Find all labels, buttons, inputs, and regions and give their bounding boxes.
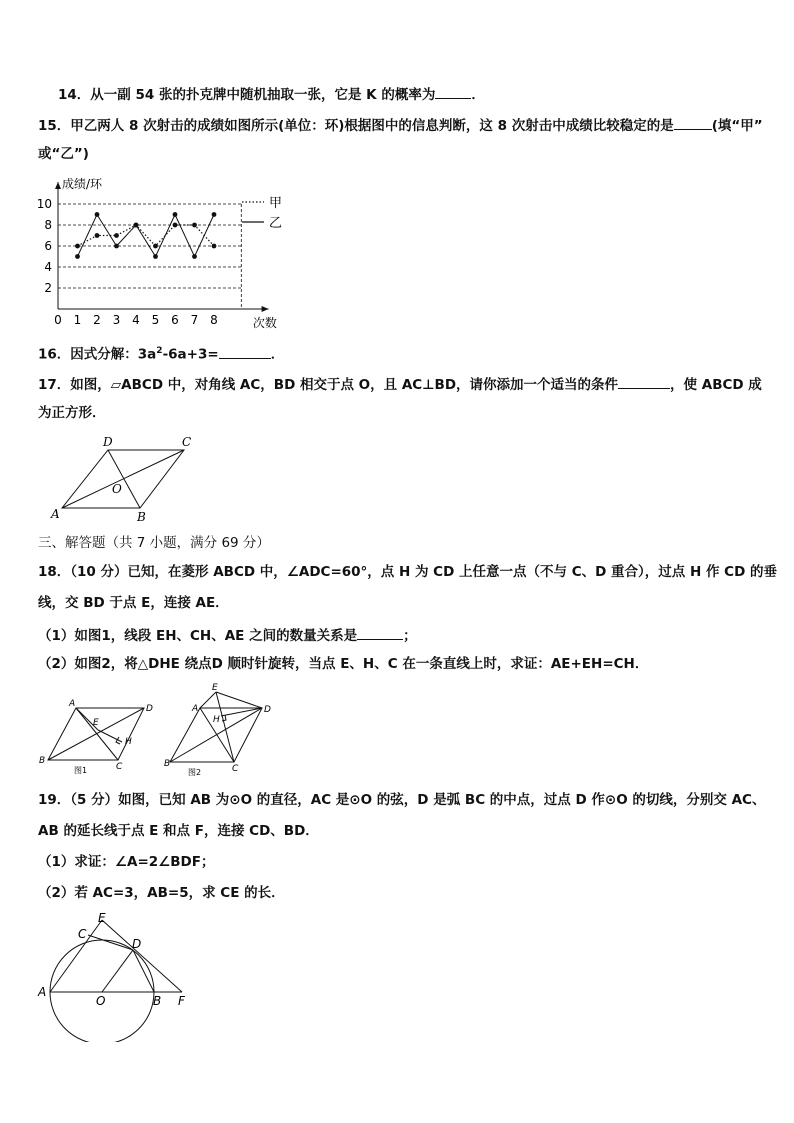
series-2-point: [153, 254, 158, 259]
fig1-caption: 图1: [74, 766, 88, 775]
fig1-label-c: C: [116, 762, 123, 772]
series-1-point: [75, 244, 80, 249]
fig2-label-h: H: [213, 715, 220, 725]
q19-label-a: A: [38, 985, 47, 999]
question-18-line1: [38, 563, 777, 581]
segment-od: [102, 950, 133, 992]
y-tick-label: 10: [36, 197, 52, 211]
y-tick-label: 6: [44, 239, 52, 253]
question-17-line2: [38, 404, 106, 422]
fig2-caption: 图2: [188, 768, 202, 777]
segment-ac-fig1: [76, 708, 118, 760]
q19-sub2-text: （2）若 AC=3，AB=5，求 CE 的长．: [38, 885, 285, 901]
q19-label-e: E: [98, 912, 106, 925]
series-1-point: [192, 223, 197, 228]
tangent-ef: [102, 920, 182, 992]
q18-sub2-text: （2）如图2，将△DHE 绕点D 顺时针旋转，当点 E、H、C 在一条直线上时，求证：AE+EH=CH．: [38, 656, 649, 672]
question-18-sub1: [38, 625, 417, 645]
y-tick-label: 8: [44, 218, 52, 232]
section-3-heading: [38, 534, 270, 552]
q18-text-2: 线，交 BD 于点 E，连接 AE．: [38, 595, 229, 611]
question-19-sub1: [38, 853, 214, 871]
q15-line-chart: [30, 172, 300, 334]
x-axis-label: 次数: [252, 316, 277, 330]
q15-text-end: (填“甲”: [711, 118, 763, 134]
q19-label-o: O: [96, 994, 106, 1008]
q19-circle-figure: [36, 912, 206, 1042]
q14-text: 14．从一副 54 张的扑克牌中随机抽取一张，它是 K 的概率为: [58, 87, 436, 103]
y-axis-label: 成绩/环: [62, 177, 103, 191]
section-3-title: 三、解答题（共 7 小题，满分 69 分）: [38, 535, 270, 551]
q19-label-f: F: [178, 994, 185, 1008]
q16-text: 16．因式分解：3a: [38, 346, 157, 363]
question-18-sub2: [38, 655, 648, 673]
segment-cd: [88, 935, 133, 950]
fig2-label-b: B: [164, 759, 171, 769]
x-tick-label: 6: [171, 313, 179, 327]
x-tick-label: 7: [190, 313, 199, 327]
fig1-label-h: H: [125, 737, 132, 747]
question-19-sub2: [38, 884, 285, 902]
question-19-line1: [38, 791, 765, 809]
series-1-point: [114, 233, 119, 238]
q16-answer-blank[interactable]: [219, 344, 271, 359]
series-2-point: [192, 254, 197, 259]
q17-parallelogram-figure: [48, 434, 208, 526]
q15-text-2: 或“乙”): [38, 146, 89, 162]
question-17-line1: [38, 374, 762, 394]
label-d: D: [103, 435, 113, 449]
q19-label-b: B: [153, 994, 162, 1008]
x-axis-arrow: [262, 306, 269, 312]
q18-figure-1: [36, 696, 156, 776]
x-tick-label: 4: [132, 313, 140, 327]
legend-label-1: 甲: [269, 196, 283, 211]
q15-text: 15．甲乙两人 8 次射击的成绩如图所示(单位：环)根据图中的信息判断，这 8 次射击中成绩比较稳定的是: [38, 118, 674, 134]
diagonal-bd: [108, 450, 140, 508]
segment-ed-fig2: [216, 692, 262, 708]
y-tick-label: 4: [44, 260, 52, 274]
q18-answer-blank[interactable]: [357, 625, 403, 640]
series-1-point: [95, 233, 100, 238]
q18-sub1-text: （1）如图1，线段 EH、CH、AE 之间的数量关系是: [38, 628, 358, 644]
series-1-point: [153, 244, 158, 249]
x-tick-label: 1: [73, 313, 82, 327]
y-tick-label: 2: [44, 281, 52, 295]
x-tick-label: 5: [151, 313, 160, 327]
label-b: B: [137, 510, 146, 524]
series-1-point: [212, 244, 217, 249]
fig1-label-e: E: [93, 718, 99, 728]
series-2-point: [212, 212, 217, 217]
label-a: A: [51, 507, 60, 521]
x-tick-label: 2: [93, 313, 101, 327]
q16-text-rest: -6a+3=: [162, 346, 219, 363]
q18-figure-2: [164, 682, 284, 778]
fig1-label-b: B: [39, 756, 46, 766]
segment-ae-fig2: [200, 692, 216, 708]
series-1-point: [173, 223, 178, 228]
segment-ec-fig2: [216, 692, 234, 762]
q17-answer-blank[interactable]: [618, 374, 670, 389]
q14-answer-blank[interactable]: [435, 84, 471, 99]
question-15-line2: [38, 145, 89, 163]
question-19-line2: [38, 822, 319, 840]
q17-text: 17．如图，▱ABCD 中，对角线 AC，BD 相交于点 O，且 AC⊥BD，请你添加一个适当的条件: [38, 377, 619, 393]
circle-o: [50, 940, 154, 1042]
q17-text-2: 为正方形．: [38, 405, 106, 421]
q16-exponent: 2: [156, 346, 163, 356]
label-o: O: [112, 482, 122, 496]
q15-answer-blank[interactable]: [674, 115, 712, 130]
q19-text: 19．（5 分）如图，已知 AB 为⊙O 的直径，AC 是⊙O 的弦，D 是弧 BC 的中点，过点 D 作⊙O 的切线，分别交 AC、: [38, 792, 766, 808]
legend-label-2: 乙: [269, 216, 283, 231]
question-18-line2: [38, 594, 229, 612]
label-c: C: [182, 435, 192, 449]
fig2-label-d: D: [264, 705, 271, 715]
q17-text-end: ，使 ABCD 成: [670, 377, 762, 393]
line-ae: [50, 920, 102, 992]
q19-sub1-text: （1）求证：∠A=2∠BDF；: [38, 854, 215, 870]
series-2-point: [114, 244, 119, 249]
fig2-label-c: C: [232, 764, 239, 774]
y-axis-arrow: [55, 182, 61, 189]
fig2-label-e: E: [212, 683, 218, 693]
q14-end: ．: [471, 87, 485, 103]
series-2-point: [173, 212, 178, 217]
q19-text-2: AB 的延长线于点 E 和点 F，连接 CD、BD．: [38, 823, 319, 839]
series-2-point: [95, 212, 100, 217]
q19-label-c: C: [78, 927, 87, 941]
diagonal-ac: [62, 450, 184, 508]
q18-text: 18．（10 分）已知，在菱形 ABCD 中，∠ADC=60°，点 H 为 CD 上任意一点（不与 C、D 重合），过点 H 作 CD 的垂: [38, 564, 777, 580]
q16-end: ．: [270, 346, 285, 363]
question-16: [38, 342, 284, 364]
x-tick-label: 8: [210, 313, 218, 327]
q18-sub1-end: ；: [403, 628, 417, 644]
fig1-label-a: A: [69, 699, 76, 709]
fig1-label-d: D: [146, 704, 153, 714]
x-tick-label: 0: [54, 313, 62, 327]
segment-bd: [133, 950, 154, 992]
fig2-label-a: A: [192, 704, 199, 714]
series-2-point: [134, 223, 139, 228]
series-2-point: [75, 254, 80, 259]
question-14: [58, 84, 485, 104]
q19-label-d: D: [132, 937, 142, 951]
x-tick-label: 3: [112, 313, 121, 327]
question-15-line1: [38, 115, 763, 135]
